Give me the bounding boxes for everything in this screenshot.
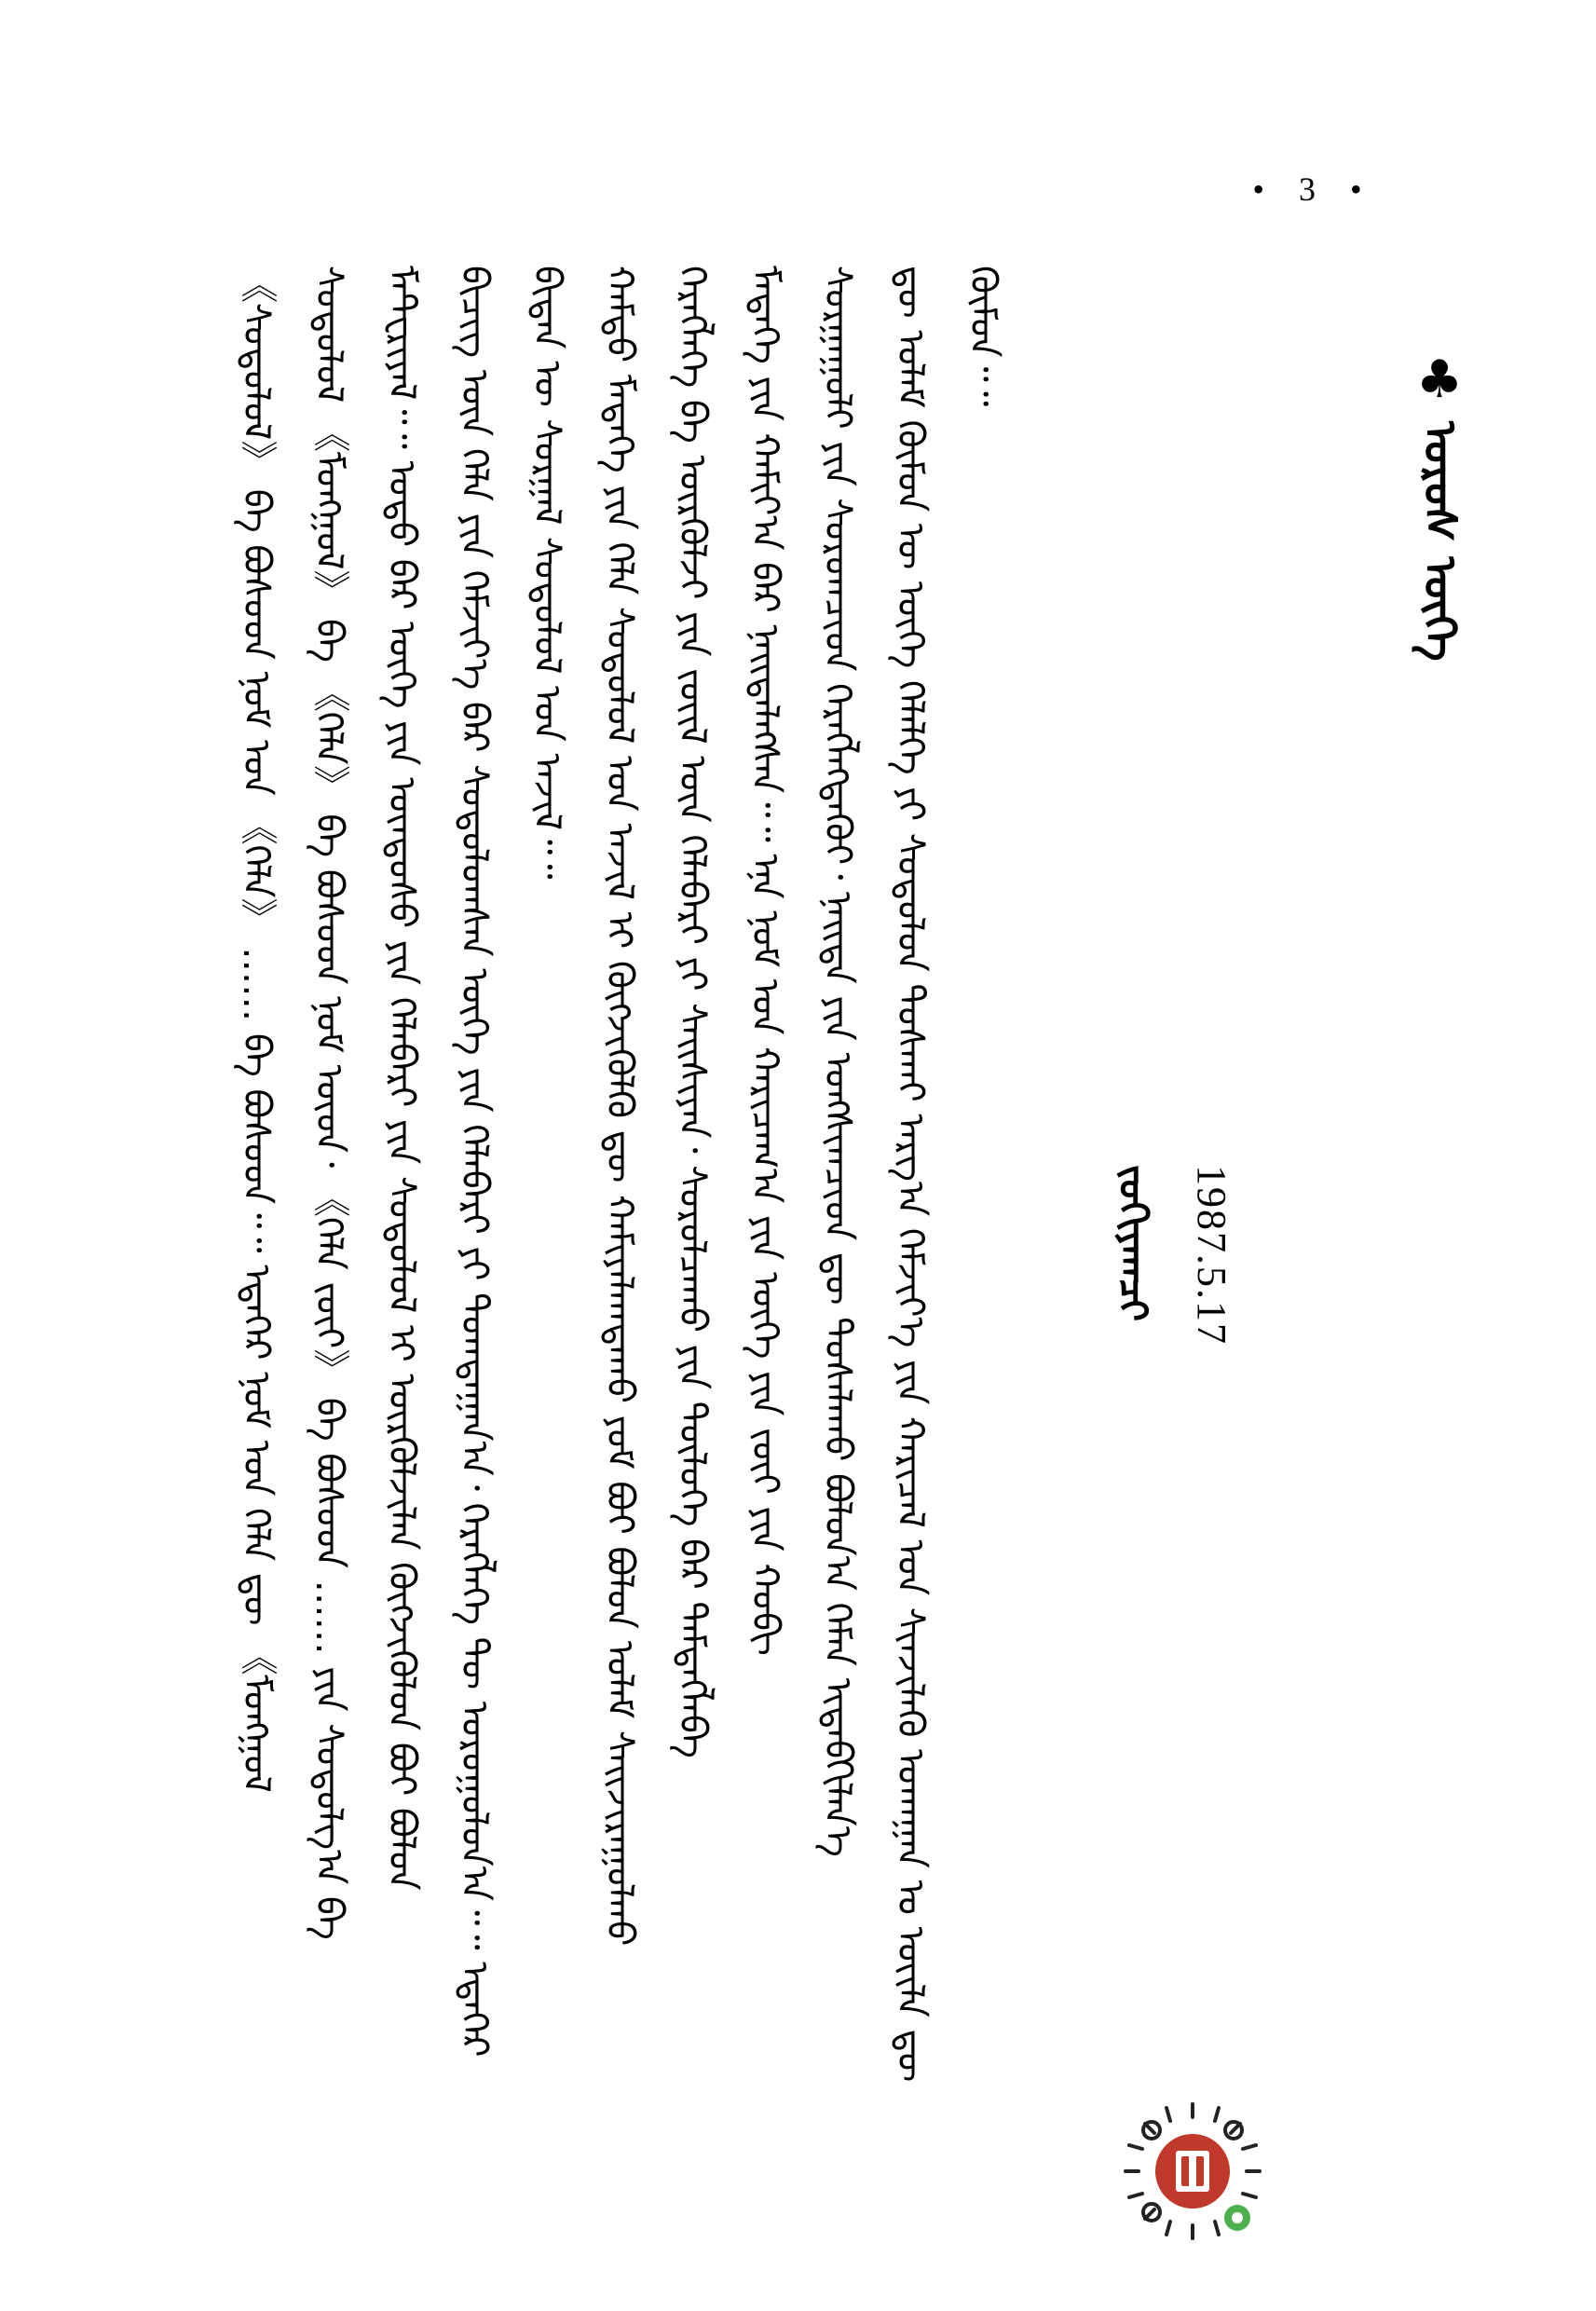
page-number: • 3 •: [1252, 171, 1375, 208]
text-column: ᠰᠤᠷᠭᠠᠭᠤᠯᠢ ᠶᠢᠨ ᠰᠤᠷᠤᠭᠴᠢᠳ ᠬᠡᠷᠡᠭᠯᠡᠭᠳᠡᠬᠦᠢ᠂ ᠨᠡᠢᠲᠡ ᠶᠢᠨ ᠤᠩᠰᠢᠭᠴᠢᠳ ᠳᠦ ᠲᠤᠰᠠᠯᠠᠬᠤ ᠪᠣᠯᠤᠨ᠎ᠠ ᠬᠡᠮᠡᠨ ᠢᠳᠡᠪᠬᠢᠯᠡᠨ᠎ᠡ: [816, 266, 859, 1857]
text-column: ᠬᠦᠮᠦᠨ᠃᠃: [962, 266, 1004, 407]
running-header: [1407, 349, 1472, 708]
text-column: ᠮᠠᠲ᠋ᠧᠷᠢᠶᠠᠯ᠃᠃ ᠣᠳᠣ ᠪᠡᠷ ᠦᠭᠡ ᠶᠢᠨ ᠦᠨᠳᠦᠰᠦ ᠶᠢᠨ ᠬᠡᠯᠡᠪᠡᠷᠢ ᠶᠢᠨ ᠰᠤᠳᠤᠯᠤᠯ ᠢ ᠦᠷᠭᠦᠯᠵᠢᠯᠡᠨ ᠬᠥᠭᠵᠢᠭᠦᠯᠦᠨ ᠪᠤᠢ ᠪᠣᠯᠤᠨ: [380, 266, 423, 1891]
signature-block: [1099, 1165, 1235, 1426]
text-column: ᠬᠠᠮᠲᠤ ᠮᠡᠳᠡᠭᠡ ᠶᠢᠨ ᠬᠡᠯᠡ ᠰᠤᠳᠤᠯᠤᠯ ᠤᠨ ᠠᠵᠢᠯ ᠢ ᠬᠥᠭᠵᠢᠭᠦᠯᠬᠦ ᠳᠦ ᠬᠠᠮᠢᠶᠠᠯᠠᠭᠳᠠᠬᠤ ᠶᠤᠮ ᠪᠤᠢ ᠪᠣᠯᠤᠨ ᠤᠯᠠᠮ ᠰᠠᠢᠵᠢᠷᠠᠭᠤᠯᠬᠤ: [598, 266, 641, 1947]
body-text: [228, 266, 1011, 2092]
header-title: ᠣᠷᠣᠰ ᠦᠭᠡ: [1413, 421, 1466, 662]
signature-date: 1987.5.17: [1189, 1165, 1235, 1346]
qr-code-logo-icon[interactable]: [1118, 2097, 1267, 2246]
club-suit-icon: ♣: [1415, 349, 1464, 410]
text-column: 《ᠰᠤᠳᠤᠯᠤᠯ》 ᠪᠠ ᠪᠤᠰᠤᠳ ᠨᠣᠮ ᠤᠨ 《ᠬᠡᠯᠡ》 …… ᠪᠠ ᠪᠤᠰᠤᠳ᠃᠃ ᠡᠳᠡᠭᠡᠷ ᠨᠣᠮ ᠤᠨ ᠬᠡᠯᠡ ᠳᠦ 《ᠮᠣᠩᠭᠣᠯ: [235, 266, 278, 1793]
text-column: ᠪᠢᠴᠢᠭ ᠦᠨ ᠬᠡᠯᠡ ᠶᠢᠨ ᠬᠡᠮᠵᠢᠶ᠎ᠡ ᠪᠡᠷ ᠰᠤᠳᠤᠯᠤᠭᠰᠠᠨ ᠦᠭᠡ ᠶᠢᠨ ᠬᠡᠯᠡᠪᠡᠷᠢ ᠶᠢ ᠲᠣᠭᠲᠠᠭᠠᠨ᠎ᠠ᠂ ᠬᠡᠷᠡᠭᠯᠡᠭᠡ ᠲᠦ ᠣᠷᠣᠭᠤᠯᠤᠨ᠎ᠠ᠃᠃ ᠡᠳᠡᠭᠡᠷ: [453, 266, 496, 2058]
text-column: ᠳᠦ ᠤᠯᠠᠮ ᠬᠦᠮᠦᠨ ᠦ ᠦᠭᠡ ᠬᠡᠯᠡᠯᠭᠡ ᠶᠢ ᠰᠤᠳᠤᠯᠤᠨ ᠲᠤᠰᠬᠠᠢ ᠠᠷᠭ᠎ᠠ ᠬᠡᠮᠵᠢᠶ᠎ᠡ ᠶᠢᠨ ᠬᠠᠷᠢᠴᠠᠯ ᠤᠨ ᠰᠢᠨᠵᠢᠯᠡᠬᠦ ᠤᠬᠠᠭᠠᠨ ᠤ ᠦᠢᠯᠡ ᠳᠦ: [889, 266, 932, 2083]
text-column: ᠬᠡᠷᠡᠭᠯᠡᠭᠡ ᠪᠠ ᠦᠷᠭᠦᠯᠵᠢ ᠶᠢᠨ ᠵᠦᠢᠯ ᠦᠨ ᠬᠡᠯᠡᠪᠡᠷᠢ ᠶᠢ ᠰᠠᠢᠰᠢᠶᠠᠨ᠂ ᠰᠤᠷᠤᠯᠴᠠᠬᠤ ᠶᠢᠨ ᠲᠥᠯᠦᠭᠡ ᠪᠡᠷ ᠲᠡᠮᠳᠡᠭᠯᠡᠪᠡ: [671, 266, 714, 1758]
text-column: ᠪᠢᠳᠡᠨ ᠦ ᠰᠤᠷᠭᠠᠯ ᠰᠤᠳᠤᠯᠤᠯ ᠤᠨ ᠠᠵᠢᠯ᠃᠃: [525, 266, 568, 880]
text-column: ᠰᠤᠳᠤᠯᠤᠯ 《ᠮᠣᠩᠭᠣᠯ》 ᠪᠠ 《ᠬᠡᠯᠡ》 ᠪᠠ ᠪᠤᠰᠤᠳ ᠨᠣᠮ ᠦᠳ᠂ 《ᠬᠡᠯᠡ ᠵᠦᠢ》 ᠪᠠ ᠪᠤᠰᠤᠳ …… ᠶᠢᠨ ᠰᠤᠳᠤᠯᠭ᠎ᠠ ᠪᠠ: [307, 266, 350, 1940]
text-column: ᠮᠡᠳᠡᠭᠡ ᠶᠢᠨ ᠬᠠᠮᠢᠶ᠎ᠠ ᠪᠠᠷ ᠨᠡᠢᠲᠡᠯᠡᠭᠰᠡᠨ᠃᠃ ᠡᠨᠡ ᠨᠣᠮ ᠤᠨ ᠬᠠᠷᠢᠴᠠᠭ᠎ᠠ ᠶᠢᠨ ᠦᠭᠡ ᠶᠢᠨ ᠵᠦᠢ ᠶᠢᠨ ᠬᠤᠪᠢ: [743, 266, 786, 1656]
signature-author: ᠵᠣᠬᠢᠶᠠᠭᠴᠢ: [1111, 1165, 1156, 1322]
